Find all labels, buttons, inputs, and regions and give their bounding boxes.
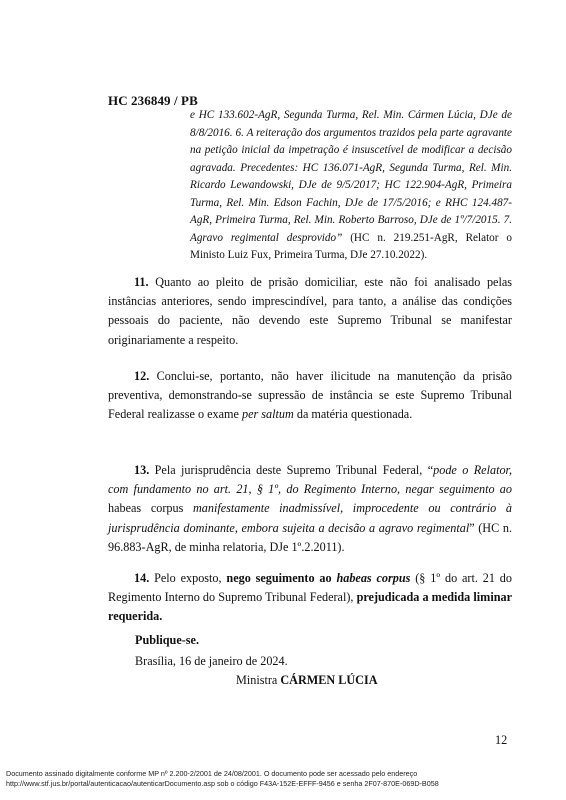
paragraph-text: (§ 1º do art. 21 do Regimento Interno do Supremo Tribunal Federal), [108,571,512,605]
signature-title: Ministra [236,673,281,687]
signature-line [236,673,378,688]
paragraph-11 [108,273,512,350]
quoted-jurisprudence: pode o Relator, com fundamento no art. 21, § 1º, do Regimento Interno, negar seguimento ao [108,463,512,497]
decision-text: nego seguimento ao [226,571,337,585]
habeas-corpus-term: habeas corpus [108,501,193,516]
habeas-corpus-term: habeas corpus [336,571,411,585]
paragraph-text: da matéria questionada. [293,407,413,422]
paragraph-number: 11. [134,275,149,289]
footer-line-1: Documento assinado digitalmente conforme MP nº 2.200-2/2001 de 24/08/2001. O documento pode ser acessado pelo endereço [6,769,418,778]
quoted-jurisprudence: manifestamente inadmissível, improcedente ou contrário à jurisprudência dominante, embora sujeita a decisão a agravo regimental [108,501,513,535]
place-and-date: Brasília, 16 de janeiro de 2024. [135,654,288,668]
paragraph-text: Pelo exposto, [149,571,227,585]
case-number-header: HC 236849 / PB [108,93,198,108]
quote-italic-text: e HC 133.602-AgR, Segunda Turma, Rel. Min. Cármen Lúcia, DJe de 8/8/2016. 6. A reiteração dos argumentos trazidos pela parte agravante na petição inicial da impetração é insuscetível de modificar a decisão agravada. Precedentes: HC 136.071-AgR, Segunda Turma, Rel. Min. Ricardo Lewandowski, DJe de 9/5/2017; HC 122.904-AgR, Primeira Turma, Rel. Min. Edson Fachin, DJe de 17/5/2016; e RHC 124.487-AgR, Primeira Turma, Rel. Min. Roberto Barroso, DJe de 1º/7/2015. 7. Agravo regimental desprovido” [190,109,512,244]
publique-se: Publique-se. [135,633,199,647]
paragraph-text: Pela jurisprudência deste Supremo Tribunal Federal, “ [149,463,434,477]
decision-text: prejudicada a medida liminar requerida. [108,590,512,624]
paragraph-text: ” (HC n. 96.883-AgR, de minha relatoria, DJe 1º.2.2011). [108,520,512,554]
paragraph-text: Conclui-se, portanto, não haver ilicitude na manutenção da prisão preventiva, demonstrando-se supressão de instância se este Supremo Tribunal Federal realizasse o exame [108,369,512,422]
paragraph-text: Quanto ao pleito de prisão domiciliar, este não foi analisado pelas instâncias anteriores, sendo imprescindível, para tanto, a análise das condições pessoais do paciente, não devendo este Supremo Tribunal se manifestar originariamente a respeito. [108,275,512,347]
paragraph-14 [108,569,512,627]
digital-signature-footer [6,769,562,788]
signature-name: CÁRMEN LÚCIA [280,673,378,687]
paragraph-12 [108,367,512,425]
paragraph-13 [108,461,512,557]
paragraph-number: 13. [134,463,150,477]
quote-citation: (HC n. 219.251-AgR, Relator o Ministo Luiz Fux, Primeira Turma, DJe 27.10.2022). [190,231,512,261]
paragraph-number: 14. [134,571,150,585]
footer-line-2: http://www.stf.jus.br/portal/autenticacao/autenticarDocumento.asp sob o código F43A-152E-EFFF-9456 e senha 2F07-870E-069D-B058 [6,778,439,788]
page-number: 12 [495,733,508,747]
quoted-precedent-block [190,107,512,265]
paragraph-number: 12. [134,369,150,383]
latin-term: per saltum [242,407,294,422]
